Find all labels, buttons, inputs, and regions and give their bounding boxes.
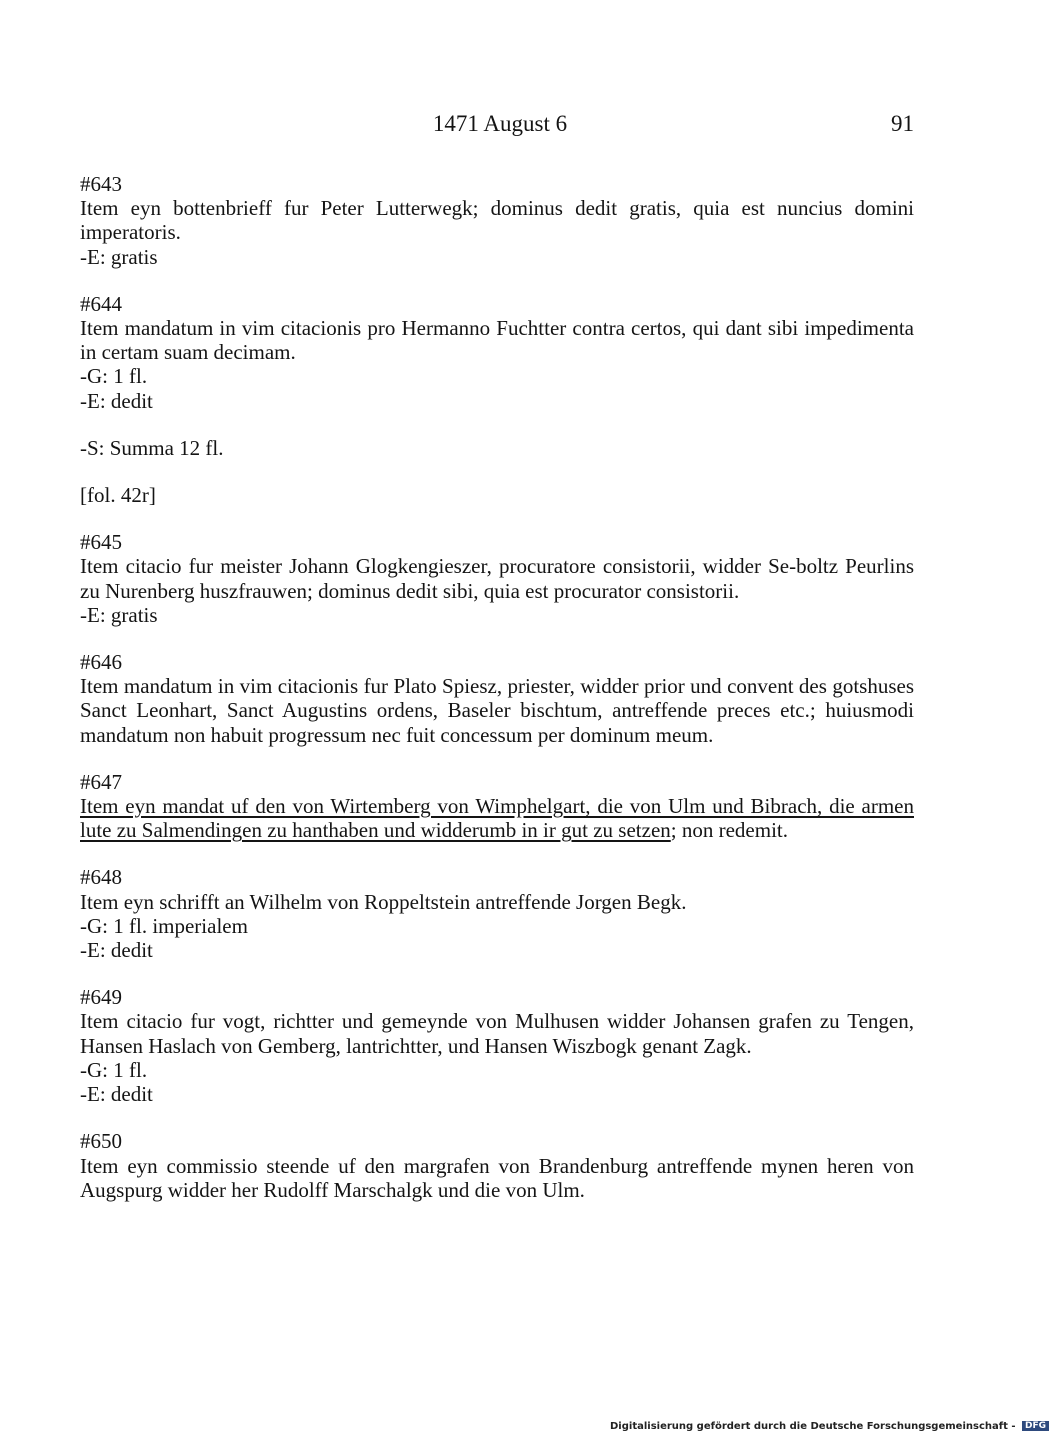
entry-text: Item eyn commissio steende uf den margrafen von Brandenburg antreffende mynen heren von Augspurg widder her Rudolff Marschalgk und die von Ulm. bbox=[80, 1153, 914, 1202]
entry-650 bbox=[80, 1129, 914, 1202]
entry-number: #650 bbox=[80, 1129, 122, 1154]
document-body bbox=[80, 172, 914, 1225]
entry-number: #646 bbox=[80, 650, 122, 675]
credit-text: Digitalisierung gefördert durch die Deutsche Forschungsgemeinschaft - bbox=[610, 1421, 1016, 1432]
entry-text: Item mandatum in vim citacionis fur Plato Spiesz, priester, widder prior und convent des gotshuses Sanct Leonhart, Sanct Augustins ordens, Baseler bischtum, antreffende preces etc.; huiusmodi mandatum non habuit progressum nec fuit concessum per dominum meum. bbox=[80, 674, 914, 747]
entry-text: Item eyn schrifft an Wilhelm von Roppeltstein antreffende Jorgen Begk. bbox=[80, 889, 687, 914]
entry-number: #647 bbox=[80, 769, 122, 794]
entry-646 bbox=[80, 650, 914, 747]
entry-text-rest: ; non redemit. bbox=[670, 818, 788, 843]
entry-text: Item citacio fur meister Johann Glogkengieszer, procuratore consistorii, widder Se-boltz Peurlins zu Nurenberg huszfrauwen; dominus dedit sibi, quia est procurator consistorii. bbox=[80, 554, 914, 603]
entry-number: #649 bbox=[80, 985, 122, 1010]
entry-number: #648 bbox=[80, 865, 122, 890]
entry-note: -E: dedit bbox=[80, 938, 153, 963]
entry-643 bbox=[80, 172, 914, 269]
entry-note: -E: gratis bbox=[80, 602, 158, 627]
entry-645 bbox=[80, 530, 914, 627]
entry-649 bbox=[80, 985, 914, 1106]
entry-note: -E: dedit bbox=[80, 388, 153, 413]
page-number: 91 bbox=[891, 111, 914, 136]
entry-note: -G: 1 fl. bbox=[80, 364, 148, 389]
dfg-logo: DFG bbox=[1022, 1421, 1049, 1431]
entry-text-underlined: Item eyn mandat uf den von Wirtemberg von Wimphelgart, die von Ulm und Bibrach, die armen lute zu Salmendingen zu hanthaben und widderumb in ir gut zu setzen bbox=[80, 794, 914, 843]
entry-number: #645 bbox=[80, 530, 122, 555]
entry-number: #643 bbox=[80, 172, 122, 196]
entry-644 bbox=[80, 292, 914, 413]
folio-marker: [fol. 42r] bbox=[80, 483, 156, 508]
entry-text: Item mandatum in vim citacionis pro Hermanno Fuchtter contra certos, qui dant sibi impedimenta in certam suam decimam. bbox=[80, 316, 914, 365]
entry-647 bbox=[80, 770, 914, 843]
entry-number: #644 bbox=[80, 291, 122, 316]
entry-text bbox=[80, 794, 914, 842]
entry-note: -E: dedit bbox=[80, 1082, 153, 1107]
digitization-credit bbox=[610, 1421, 1049, 1432]
summa-line: -S: Summa 12 fl. bbox=[80, 435, 224, 460]
entry-note: -E: gratis bbox=[80, 244, 158, 269]
entry-note: -G: 1 fl. imperialem bbox=[80, 913, 248, 938]
entry-note: -G: 1 fl. bbox=[80, 1057, 148, 1082]
entry-648 bbox=[80, 865, 914, 962]
entry-text: Item eyn bottenbrieff fur Peter Lutterwegk; dominus dedit gratis, quia est nuncius domini imperatoris. bbox=[80, 196, 914, 245]
running-header-date: 1471 August 6 bbox=[432, 111, 568, 136]
entry-text: Item citacio fur vogt, richtter und gemeynde von Mulhusen widder Johansen grafen zu Tengen, Hansen Haslach von Gemberg, lantrichtter, und Hansen Wiszbogk genant Zagk. bbox=[80, 1009, 914, 1058]
